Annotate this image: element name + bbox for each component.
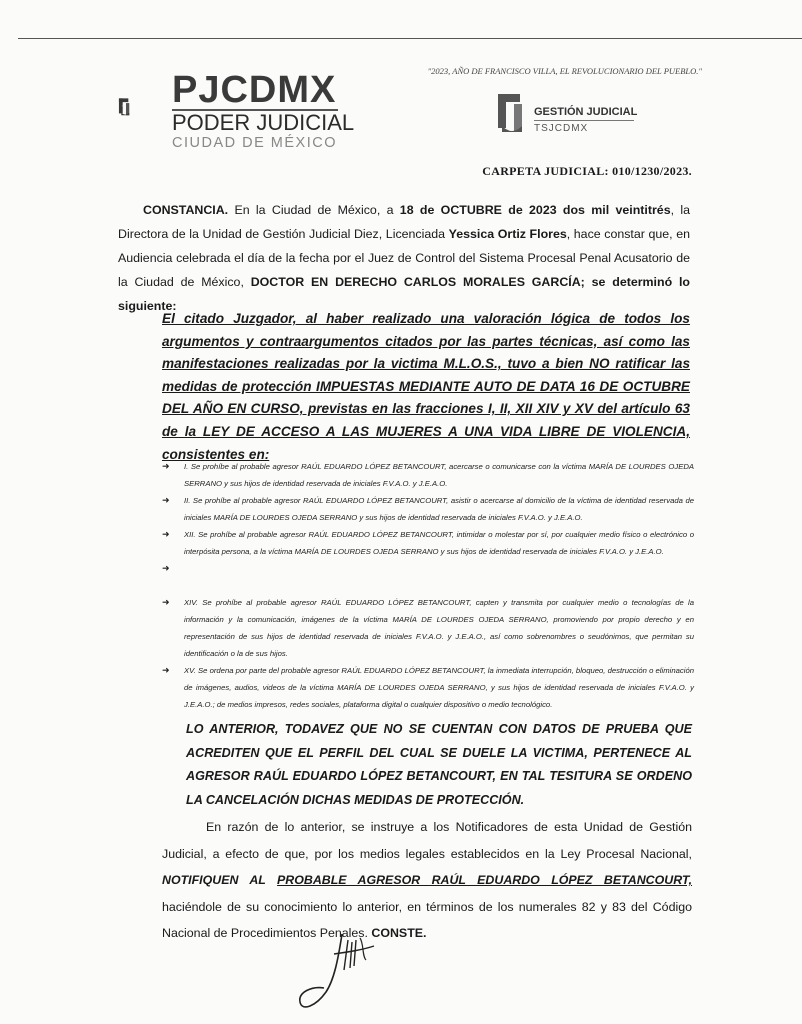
list-item: [162, 458, 694, 492]
ruling-quote: El citado Juzgador, al haber realizado una valoración lógica de todos los argumentos y contraargumentos citados por las partes técnicas, así como las manifestaciones realizadas por la victima M.L.O.S., tuvo a bien NO ratificar las medidas de protección IMPUESTAS MEDIANTE AUTO DE DATA 16 DE OCTUBRE DEL AÑO EN CURSO, previstas en las fracciones I, II, XII XIV y XV del artículo 63 de la LEY DE ACCESO A LAS MUJERES A UNA VIDA LIBRE DE VIOLENCIA, consistentes en:: [162, 311, 690, 462]
measures-list: [162, 458, 694, 713]
logo-title: PJCDMX: [172, 69, 337, 111]
judge-name: DOCTOR EN DERECHO CARLOS MORALES GARCÍA; se determinó lo siguiente:: [118, 275, 690, 313]
pjcdmx-logo-mark: [118, 68, 172, 148]
list-item-text: XII. Se prohíbe al probable agresor RAÚL EDUARDO LÓPEZ BETANCOURT, intimidar o molestar por sí, por cualquier medio físico o electrónico o interpósita persona, a la víctima MARÍA DE LOURDES OJEDA SERRANO y sus hijos de identidad reservada de iniciales F.V.A.O. y J.E.A.O.: [184, 530, 694, 556]
arrow-bullet-icon: ➜: [162, 563, 170, 573]
arrow-bullet-icon: ➜: [162, 665, 170, 675]
gestion-judicial-subtitle: TSJCDMX: [534, 123, 589, 134]
notify-label: NOTIFIQUEN AL: [162, 873, 278, 888]
final-text-1: En razón de lo anterior, se instruye a los Notificadores de esta Unidad de Gestión Judicial, a efecto de que, por los medios legales establecidos en la Ley Procesal Nacional,: [162, 820, 692, 861]
gestion-judicial-divider: [534, 120, 634, 121]
intro-paragraph: [118, 198, 690, 318]
arrow-bullet-icon: ➜: [162, 461, 170, 471]
gestion-judicial-logo-mark: [496, 92, 530, 136]
year-motto: "2023, AÑO DE FRANCISCO VILLA, EL REVOLUCIONARIO DEL PUEBLO.": [427, 66, 702, 76]
list-item-text: XV. Se ordena por parte del probable agresor RAÚL EDUARDO LÓPEZ BETANCOURT, la inmediata interrupción, bloqueo, destrucción o eliminación de imágenes, audios, videos de la víctima MARÍA DE LOURDES OJEDA SERRANO, y sus hijos de identidad reservada de iniciales F.V.A.O. y J.E.A.O.; de medios impresos, redes sociales, plataforma digital o cualquier dispositivo o medio tecnológico.: [184, 666, 694, 709]
list-item: [162, 526, 694, 560]
intro-text-3: , hace constar que, en Audiencia celebrada el día de la fecha por el Juez de Control del Sistema Procesal Penal Acusatorio de la Ciudad de México,: [118, 227, 690, 289]
final-paragraph: [162, 814, 692, 947]
top-rule: [18, 38, 802, 39]
list-item: [162, 560, 694, 594]
conste-label: CONSTE.: [371, 926, 427, 941]
constancia-label: CONSTANCIA.: [143, 203, 229, 217]
list-item: [162, 594, 694, 662]
list-item-text: I. Se prohíbe al probable agresor RAÚL EDUARDO LÓPEZ BETANCOURT, acercarse o comunicarse con la víctima MARÍA DE LOURDES OJEDA SERRANO y sus hijos de identidad reservada de iniciales F.V.A.O. y J.E.A.O.: [184, 462, 694, 488]
arrow-bullet-icon: ➜: [162, 495, 170, 505]
case-number: CARPETA JUDICIAL: 010/1230/2023.: [482, 164, 692, 178]
intro-date: 18 de OCTUBRE de 2023 dos mil veintitrés: [399, 203, 671, 217]
gestion-judicial-title: GESTIÓN JUDICIAL: [534, 106, 638, 118]
final-text-2: haciéndole de su conocimiento lo anterior, en términos de los numerales 82 y 83 del Código Nacional de Procedimientos Penales.: [162, 899, 692, 941]
arrow-bullet-icon: ➜: [162, 597, 170, 607]
aggressor-name: PROBABLE AGRESOR RAÚL EDUARDO LÓPEZ BETANCOURT,: [277, 873, 693, 888]
list-item-text: II. Se prohíbe al probable agresor RAÚL EDUARDO LÓPEZ BETANCOURT, asistir o acercarse al domicilio de la víctima de identidad reservada de iniciales MARÍA DE LOURDES OJEDA SERRANO y sus hijos de identidad reservada de iniciales F.V.A.O. y J.E.A.O.: [184, 496, 694, 522]
list-item: [162, 662, 694, 713]
intro-text-2: , la Directora de la Unidad de Gestión Judicial Diez, Licenciada: [118, 203, 690, 241]
arrow-bullet-icon: ➜: [162, 529, 170, 539]
list-item-text: XIV. Se prohíbe al probable agresor RAÚL EDUARDO LÓPEZ BETANCOURT, capten y transmita por cualquier medio o tecnologías de la información y la comunicación, imágenes de la víctima MARÍA DE LOURDES OJEDA SERRANO, promoviendo por propio derecho y en representación de sus hijos de identidad reservada de iniciales F.V.A.O. y J.E.A.O., así como sobrenombres o seudónimos, que permitan su identificación o la de sus hijos.: [184, 598, 694, 658]
list-item: [162, 492, 694, 526]
director-name: Yessica Ortiz Flores: [448, 227, 567, 241]
intro-text-1: En la Ciudad de México, a: [228, 203, 400, 217]
conclusion-paragraph: LO ANTERIOR, TODAVEZ QUE NO SE CUENTAN CON DATOS DE PRUEBA QUE ACREDITEN QUE EL PERFIL DEL CUAL SE DUELE LA VICTIMA, PERTENECE AL AGRESOR RAÚL EDUARDO LÓPEZ BETANCOURT, EN TAL TESITURA SE ORDENO LA CANCELACIÓN DICHAS MEDIDAS DE PROTECCIÓN.: [186, 722, 692, 807]
logo-city: CIUDAD DE MÉXICO: [172, 135, 337, 151]
logo-subtitle: PODER JUDICIAL: [172, 110, 355, 135]
handwritten-signature: [290, 930, 390, 1020]
